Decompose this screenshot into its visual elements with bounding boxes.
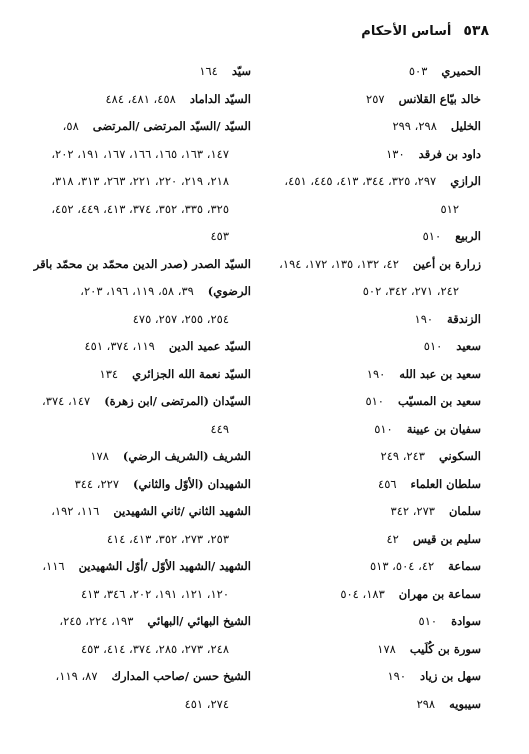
index-entry xyxy=(19,553,251,581)
index-pages: ١٩٠ xyxy=(366,366,386,381)
index-pages: ١١٦، xyxy=(42,559,65,573)
index-pages: ٣٩، ٥٨، ١١٩، ١٩٦، ٢٠٣، xyxy=(80,284,194,298)
index-entry xyxy=(261,196,481,224)
index-entry xyxy=(19,388,251,416)
index-entry xyxy=(261,58,481,86)
index-pages: ٢١٨، ٢١٩، ٢٢٠، ٢٢١، ٢٦٣، ٣١٣، ٣١٨، xyxy=(51,174,229,188)
index-entry xyxy=(19,498,251,526)
index-term: الشهيد /الشهيد الأوّل /أوّل الشهيدين xyxy=(78,559,251,573)
index-entry xyxy=(19,443,251,471)
index-pages: ٢٥٤، ٢٥٥، ٢٥٧، ٤٧٥ xyxy=(132,311,229,326)
index-pages: ١٣٤ xyxy=(99,366,119,381)
page-header xyxy=(40,20,489,42)
index-term: السيّد نعمة الله الجزائري xyxy=(132,366,251,381)
index-term: خالد بيّاع القلانس xyxy=(398,91,481,106)
index-column-left xyxy=(19,58,251,718)
index-term: الخليل xyxy=(450,119,481,133)
index-term: السيّدان (المرتضى /ابن زهرة) xyxy=(104,394,251,408)
index-term: سفيان بن عيينة xyxy=(406,421,481,436)
index-term: السكوني xyxy=(438,449,481,463)
index-term: السيّد الداماد xyxy=(189,91,251,106)
index-pages: ١٣٠ xyxy=(386,146,405,161)
index-term: سعيد بن عبد الله xyxy=(399,366,481,381)
index-pages: ٢٩٧، ٣٢٥، ٣٤٤، ٤١٣، ٤٤٥، ٤٥١، xyxy=(284,174,437,188)
index-entry xyxy=(261,306,481,334)
index-entry xyxy=(19,278,251,306)
index-term: السيّد /السيّد المرتضى /المرتضى xyxy=(92,119,251,133)
index-term: سيبويه xyxy=(449,696,481,711)
index-pages: ٥١٠ xyxy=(423,339,443,353)
index-entry xyxy=(261,251,481,279)
index-pages: ٤٢، ٥٠٤، ٥١٣ xyxy=(370,559,435,573)
index-column-right xyxy=(261,58,481,718)
index-entry xyxy=(261,141,481,169)
index-entry xyxy=(19,636,251,664)
page-number: ٥٣٨ xyxy=(463,23,489,39)
index-entry xyxy=(19,663,251,691)
index-pages: ١١٩، ٣٧٤، ٤٥١ xyxy=(84,339,155,353)
index-pages: ٥١٠ xyxy=(365,394,384,408)
index-pages: ٢٢٧، ٣٤٤ xyxy=(74,476,120,491)
index-pages: ٥١٠ xyxy=(422,229,442,243)
index-term: السيّد عميد الدين xyxy=(168,339,251,353)
index-term: سعيد بن المسيّب xyxy=(397,394,481,408)
index-pages: ٢٤٨، ٢٧٣، ٢٨٥، ٣٧٤، ٤١٤، ٤٥٣ xyxy=(80,641,229,656)
index-pages: ٢٩٨ xyxy=(416,696,436,711)
index-entry xyxy=(261,86,481,114)
index-pages: ٢٩٨، ٢٩٩ xyxy=(392,119,437,133)
index-entry xyxy=(261,278,481,306)
index-term: الشيخ حسن /صاحب المدارك xyxy=(111,669,251,683)
index-pages: ١٩٠ xyxy=(414,311,434,326)
index-pages: ١٧٨ xyxy=(90,449,109,463)
index-pages: ١٤٧، ١٦٣، ١٦٥، ١٦٦، ١٦٧، ١٩١، ٢٠٢، xyxy=(51,146,229,161)
index-pages: ٥٨، xyxy=(62,119,79,133)
index-term: الزندقة xyxy=(447,311,481,326)
index-term: سليم بن قيس xyxy=(412,531,481,546)
index-pages: ١٤٧، ٣٧٤، xyxy=(42,394,91,408)
index-entry xyxy=(19,333,251,361)
index-entry xyxy=(261,388,481,416)
index-term: داود بن فرقد xyxy=(418,146,481,161)
index-entry xyxy=(261,636,481,664)
index-term: سيّد xyxy=(231,64,251,78)
index-pages: ٥١٠ xyxy=(418,614,438,628)
index-entry xyxy=(19,58,251,86)
index-pages: ٢٥٧ xyxy=(366,91,385,106)
index-term: الشهيد الثاني /ثاني الشهيدين xyxy=(113,504,251,518)
index-pages: ١٢٠، ١٢١، ١٩١، ٢٠٢، ٣٤٦، ٤١٣ xyxy=(80,586,229,601)
index-entry xyxy=(19,223,251,251)
index-pages: ١١٦، ١٩٢، xyxy=(51,504,100,518)
index-term: سورة بن كُلَيب xyxy=(409,641,481,656)
index-term: سماعة xyxy=(448,559,481,573)
book-title: أساس الأحكام xyxy=(361,23,452,39)
index-term: سوادة xyxy=(451,614,481,628)
index-pages: ٤٤٩ xyxy=(210,421,229,436)
index-entry xyxy=(261,443,481,471)
index-pages: ٤٢، ١٣٢، ١٣٥، ١٧٢، ١٩٤، xyxy=(279,256,399,271)
index-pages: ٤٥٣ xyxy=(210,229,229,243)
index-term: سلطان العلماء xyxy=(410,476,481,491)
index-entry xyxy=(261,663,481,691)
index-term: سماعة بن مهران xyxy=(398,586,481,601)
index-entry xyxy=(261,581,481,609)
index-entry xyxy=(19,526,251,554)
index-entry xyxy=(261,691,481,719)
index-entry xyxy=(261,416,481,444)
index-pages: ٤٥٨، ٤٨١، ٤٨٤ xyxy=(105,91,176,106)
index-term: سعيد xyxy=(456,339,481,353)
index-pages: ٥٠٣ xyxy=(408,64,428,78)
index-pages: ١٩٣، ٢٢٤، ٢٤٥، xyxy=(59,614,134,628)
index-term: سلمان xyxy=(448,504,481,518)
index-pages: ١٧٨ xyxy=(377,641,396,656)
index-pages: ٥١٠ xyxy=(374,421,393,436)
index-term: سهل بن زياد xyxy=(420,669,481,683)
index-pages: ٢٤٢، ٢٧١، ٣٤٢، ٥٠٢ xyxy=(362,284,459,298)
index-entry xyxy=(261,223,481,251)
index-entry xyxy=(19,691,251,719)
index-entry xyxy=(261,553,481,581)
index-pages: ١٨٣، ٥٠٤ xyxy=(340,586,385,601)
index-entry xyxy=(19,471,251,499)
index-pages: ٥١٢ xyxy=(440,201,459,216)
index-term: الشيخ البهائي /البهائي xyxy=(147,614,251,628)
index-term: الحميري xyxy=(441,64,481,78)
index-pages: ٢٤٣، ٢٤٩ xyxy=(380,449,425,463)
index-entry xyxy=(19,251,251,279)
index-pages: ٢٥٣، ٢٧٣، ٣٥٢، ٤١٣، ٤١٤ xyxy=(106,531,229,546)
index-entry xyxy=(261,608,481,636)
index-term: الشهيدان (الأوّل والثاني) xyxy=(133,476,251,491)
index-entry xyxy=(261,526,481,554)
index-pages: ٤٢ xyxy=(386,531,399,546)
index-term: الرازي xyxy=(450,174,481,188)
index-pages: ٤٥٦ xyxy=(378,476,397,491)
index-pages: ٢٧٤، ٤٥١ xyxy=(184,696,229,711)
index-term: زرارة بن أعين xyxy=(412,256,481,271)
index-entry xyxy=(261,113,481,141)
index-entry xyxy=(19,416,251,444)
index-entry xyxy=(19,141,251,169)
index-entry xyxy=(19,113,251,141)
index-term: الرضوي) xyxy=(207,284,251,298)
index-pages: ١٦٤ xyxy=(199,64,218,78)
index-entry xyxy=(261,333,481,361)
index-entry xyxy=(19,196,251,224)
index-entry xyxy=(19,608,251,636)
index-term: الربيع xyxy=(455,229,481,243)
index-pages: ٨٧، ١١٩، xyxy=(55,669,98,683)
index-entry xyxy=(19,581,251,609)
index-entry xyxy=(19,306,251,334)
index-entry xyxy=(261,361,481,389)
index-pages: ٣٢٥، ٣٣٥، ٣٥٢، ٣٧٤، ٤١٣، ٤٤٩، ٤٥٢، xyxy=(51,201,229,216)
index-term: السيّد الصدر (صدر الدين محمّد بن محمّد باقر xyxy=(33,256,251,271)
index-term: الشريف (الشريف الرضي) xyxy=(122,449,251,463)
index-entry xyxy=(19,86,251,114)
index-entry xyxy=(261,168,481,196)
index-entry xyxy=(19,168,251,196)
index-entry xyxy=(261,471,481,499)
index-pages: ٢٧٣، ٣٤٢ xyxy=(390,504,435,518)
index-pages: ١٩٠ xyxy=(387,669,406,683)
index-entry xyxy=(261,498,481,526)
index-entry xyxy=(19,361,251,389)
